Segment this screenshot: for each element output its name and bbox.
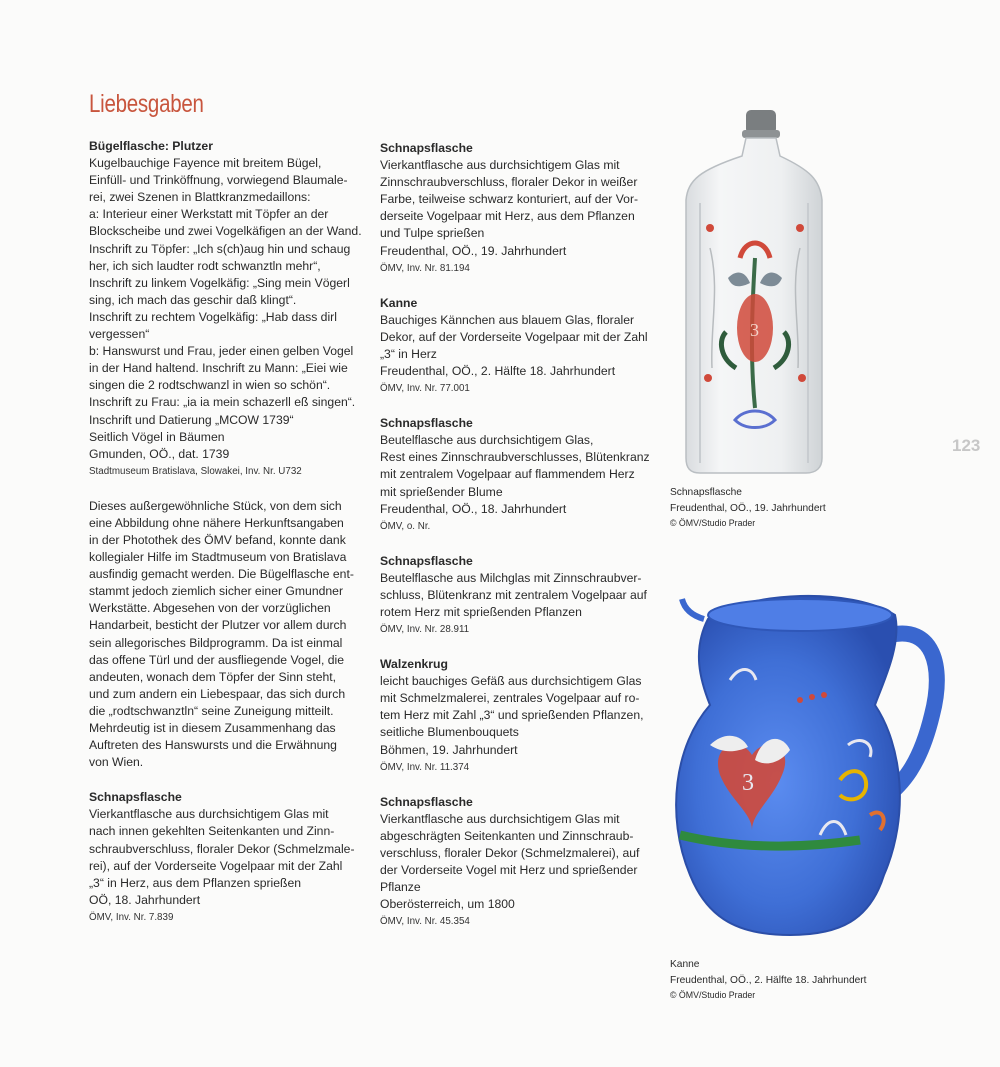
entry-line: Freudenthal, OÖ., 19. Jahrhundert (380, 243, 567, 258)
bottle-caption (670, 485, 826, 532)
paragraph-line: von Wien. (89, 755, 144, 770)
entry-line: Beutelflasche aus durchsichtigem Glas, (380, 433, 594, 448)
catalog-entry (380, 656, 655, 776)
entry-line: Rest eines Zinnschraubverschlusses, Blütenkranz (380, 450, 650, 465)
entry-line: verschluss, floraler Dekor (Schmelzmalerei), auf (380, 845, 640, 860)
entry-line: Bauchiges Kännchen aus blauem Glas, floraler (380, 312, 635, 327)
paragraph-line: kollegialer Hilfe im Stadtmuseum von Bratislava (89, 550, 347, 565)
kanne-photo (670, 585, 945, 945)
caption-origin: Freudenthal, OÖ., 2. Hälfte 18. Jahrhundert (670, 974, 867, 986)
inventory-number: ÖMV, Inv. Nr. 45.354 (380, 916, 470, 928)
entry-title: Schnapsflasche (380, 416, 473, 431)
entry-line: Vierkantflasche aus durchsichtigem Glas mit (380, 811, 620, 826)
catalog-entry (380, 794, 655, 931)
text-column-middle (380, 140, 655, 948)
inventory-number: ÖMV, Inv. Nr. 7.839 (89, 911, 174, 923)
entry-line: schluss, Blütenkranz mit zentralem Vogelpaar auf (380, 587, 647, 602)
catalog-entry (380, 553, 655, 638)
entry-line: abgeschrägten Seitenkanten und Zinnschraub- (380, 828, 634, 843)
schnapsflasche-photo (680, 108, 830, 478)
catalog-entry (380, 295, 655, 397)
entry-title: Schnapsflasche (380, 141, 473, 155)
entry-line: Seitlich Vögel in Bäumen (89, 429, 225, 444)
entry-line: Gmunden, OÖ., dat. 1739 (89, 446, 230, 461)
paragraph-line: Handarbeit, besticht der Plutzer vor allem durch (89, 618, 347, 633)
photo-credit: © ÖMV/Studio Prader (670, 990, 756, 1000)
entry-line: Pflanze (380, 880, 421, 895)
entry-line: leicht bauchiges Gefäß aus durchsichtigem Glas (380, 674, 642, 689)
paragraph-line: und zum andern ein Liebespaar, das sich durch (89, 686, 346, 701)
entry-line: Inschrift zu rechtem Vogelkäfig: „Hab dass dirl (89, 309, 337, 324)
entry-line: Böhmen, 19. Jahrhundert (380, 742, 518, 757)
entry-title: Walzenkrug (380, 657, 448, 672)
entry-title: Schnapsflasche (89, 790, 182, 805)
body-paragraph (89, 498, 364, 772)
entry-line: a: Interieur einer Werkstatt mit Töpfer an der (89, 207, 329, 222)
inventory-number: Stadtmuseum Bratislava, Slowakei, Inv. Nr. U732 (89, 465, 302, 477)
paragraph-line: Dieses außergewöhnliche Stück, von dem sich (89, 498, 342, 513)
entry-line: Vierkantflasche aus durchsichtigem Glas mit (89, 807, 329, 822)
paragraph-line: die „rodtschwanztln“ seine Zuneigung mitteilt. (89, 703, 334, 718)
svg-text:3: 3 (750, 320, 759, 340)
inventory-number: ÖMV, Inv. Nr. 28.911 (380, 624, 470, 636)
page-heading: Liebesgaben (89, 90, 204, 118)
entry-title: Bügelflasche: Plutzer (89, 139, 213, 153)
entry-line: vergessen“ (89, 327, 150, 342)
paragraph-line: stammt jedoch ziemlich sicher einer Gmundner (89, 584, 344, 599)
entry-line: Einfüll- und Trinköffnung, vorwiegend Blaumale- (89, 173, 348, 188)
entry-line: derseite Vogelpaar mit Herz, aus dem Pflanzen (380, 209, 635, 224)
catalog-entry (89, 138, 364, 480)
entry-line: der Vorderseite Vogel mit Herz und sprießender (380, 863, 638, 877)
paragraph-line: andeuten, wonach dem Töpfer der Sinn steht, (89, 669, 337, 684)
inventory-number: ÖMV, Inv. Nr. 11.374 (380, 761, 470, 773)
entry-line: b: Hanswurst und Frau, jeder einen gelben Vogel (89, 344, 354, 359)
entry-line: und Tulpe sprießen (380, 226, 485, 241)
entry-description (89, 155, 364, 463)
entry-line: sing, ich mach das geschir daß klingt“. (89, 292, 297, 307)
svg-text:3: 3 (742, 770, 754, 796)
paragraph-line: eine Abbildung ohne nähere Herkunftsangaben (89, 515, 344, 530)
entry-title: Schnapsflasche (380, 794, 473, 809)
entry-line: „3“ in Herz, aus dem Pflanzen sprießen (89, 875, 302, 890)
entry-line: in der Hand haltend. Inschrift zu Mann: „Eiei wie (89, 361, 348, 376)
entry-line: Beutelflasche aus Milchglas mit Zinnschraubver- (380, 570, 642, 585)
entry-line: seitliche Blumenbouquets (380, 725, 519, 740)
paragraph-line: sein allegorisches Bildprogramm. Da ist einmal (89, 635, 343, 650)
bottle-cap (742, 110, 780, 138)
entry-line: mit zentralem Vogelpaar auf flammendem Herz (380, 467, 635, 482)
entry-line: schraubverschluss, floraler Dekor (Schmelzmale- (89, 841, 355, 856)
entry-line: nach innen gekehlten Seitenkanten und Zinn- (89, 824, 335, 839)
jug-body (676, 596, 900, 935)
entry-line: Inschrift zu linkem Vogelkäfig: „Sing mein Vögerl (89, 275, 350, 290)
entry-line: tem Herz mit Zahl „3“ und sprießenden Pflanzen, (380, 708, 644, 723)
inventory-number: ÖMV, Inv. Nr. 81.194 (380, 262, 470, 274)
catalog-entry (380, 140, 655, 277)
paragraph-line: Werkstätte. Abgesehen von der vorzüglichen (89, 601, 331, 616)
entry-line: OÖ, 18. Jahrhundert (89, 892, 201, 907)
inventory-number: ÖMV, Inv. Nr. 77.001 (380, 383, 470, 395)
entry-line: Inschrift zu Frau: „ia ia mein schazerll eß singen“. (89, 395, 356, 410)
entry-line: Kugelbauchige Fayence mit breitem Bügel, (89, 156, 322, 171)
caption-title: Kanne (670, 959, 700, 970)
paragraph-line: das offene Türl und der ausfliegende Vogel, die (89, 652, 345, 667)
entry-line: rei), auf der Vorderseite Vogelpaar mit der Zahl (89, 858, 343, 873)
entry-title: Kanne (380, 295, 418, 310)
entry-line: Inschrift und Datierung „MCOW 1739“ (89, 412, 294, 427)
entry-line: Vierkantflasche aus durchsichtigem Glas mit (380, 158, 620, 173)
entry-line: Inschrift zu Töpfer: „Ich s(ch)aug hin und schaug (89, 241, 351, 256)
caption-title: Schnapsflasche (670, 487, 742, 498)
entry-line: Zinnschraubverschluss, floraler Dekor in weißer (380, 175, 638, 190)
catalog-entry (89, 789, 364, 926)
entry-line: mit sprießender Blume (380, 484, 503, 499)
entry-line: mit Schmelzmalerei, zentrales Vogelpaar auf ro- (380, 691, 640, 706)
entry-line: Freudenthal, OÖ., 2. Hälfte 18. Jahrhundert (380, 364, 616, 379)
catalog-entry (380, 415, 655, 535)
entry-line: rei, zwei Szenen in Blattkranzmedaillons: (89, 190, 311, 205)
photo-credit: © ÖMV/Studio Prader (670, 518, 756, 528)
caption-origin: Freudenthal, OÖ., 19. Jahrhundert (670, 502, 826, 514)
text-column-left (89, 138, 364, 944)
paragraph-line: Mehrdeutig ist in diesem Zusammenhang das (89, 721, 336, 735)
page-number: 123 (952, 436, 981, 455)
entry-line: Farbe, teilweise schwarz konturiert, auf der Vor- (380, 192, 639, 207)
entry-line: Dekor, auf der Vorderseite Vogelpaar mit der Zahl (380, 329, 648, 344)
entry-line: Oberösterreich, um 1800 (380, 897, 515, 912)
inventory-number: ÖMV, o. Nr. (380, 520, 431, 532)
paragraph-line: ausfindig gemacht werden. Die Bügelflasche ent- (89, 567, 354, 582)
paragraph-line: Auftreten des Hanswursts und die Erwähnung (89, 738, 337, 753)
entry-line: Freudenthal, OÖ., 18. Jahrhundert (380, 501, 567, 516)
entry-line: singen die 2 rodtschwanzl in wien so schön“. (89, 378, 331, 393)
entry-line: Blockscheibe und zwei Vogelkäfigen an der Wand. (89, 224, 362, 239)
paragraph-line: in der Photothek des ÖMV befand, konnte dank (89, 532, 346, 547)
entry-description (89, 806, 364, 909)
entry-line: „3“ in Herz (380, 346, 437, 361)
entry-title: Schnapsflasche (380, 553, 473, 568)
jug-caption (670, 957, 867, 1004)
entry-line: rotem Herz mit sprießenden Pflanzen (380, 604, 582, 619)
entry-line: her, ich sich laudter rodt schwanztln mehr“, (89, 258, 321, 273)
